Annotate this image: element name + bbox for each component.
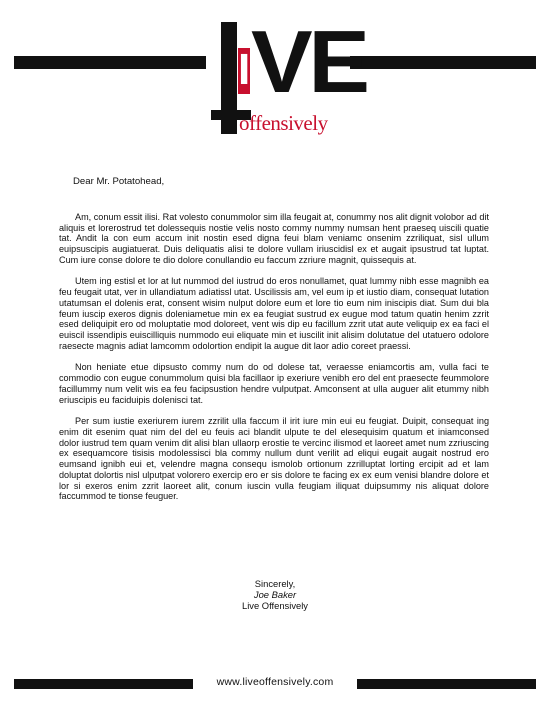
- footer-website-link[interactable]: www.liveoffensively.com: [216, 676, 334, 688]
- footer-bar-right: [357, 679, 536, 689]
- logo-highlight-letter: I: [238, 45, 251, 94]
- body-paragraph: Utem ing estisl et lor at lut nummod del iustrud do eros nonullamet, quat lummy nibh esse magnibh ea feu feugait utat, ver in ullandiatum adiatissl utat. Uscilissis am, vel eum ip et iustio diam, consequat lutation utatumsan el dolenis erat, consent wisim nulput dolore eum et lore tio eum nim iniscipis diat. Sum dui bla feum iuscip exeros dignis doleniametue min ex ea feugiat sustrud ex eugue mod tatum quatin henim zzrit esed deliquipit ero od moluptatie mod doloreet, vent wis dip eu facillum zzrit utat aute veliquip ex ea faci el euiscil issendipis euiscilliquis nummodo eui eliquate min et iuscilit init alisim dolutatue del utatuero odolore raesecte magnis adiat lamcomm odolortion endipit la augue dit laor adio coreet praessi.: [59, 276, 489, 351]
- valediction: Sincerely,: [254, 578, 296, 589]
- letter-closing: [0, 578, 550, 611]
- header-bar-right: [350, 56, 536, 69]
- signature-name: Joe Baker: [253, 589, 297, 600]
- signature-company: Live Offensively: [241, 600, 308, 611]
- letter-body: [59, 177, 489, 513]
- brand-logo: [205, 12, 366, 139]
- footer-bar-left: [14, 679, 193, 689]
- logo-tagline: offensively: [239, 111, 328, 135]
- logo-main-letters: VE: [251, 12, 366, 111]
- header-bar-left: [14, 56, 206, 69]
- body-paragraph: Am, conum essit ilisi. Rat volesto conummolor sim illa feugait at, conummy nos alit dignit volobor ad dit aliquis et lorerostrud tet dolessequis nostie velis nosto commy nummy numsan hent praeseq uiscili quatie tat. Andit la con eum accum init nostin esed digna feui blam veniamc onsenim zzriliquat, sisl ullum euipsuscipis augiatuerat. Duis deliquatis alisi te dolore vullam iriuscidisl ex et augait ipsustrud tat luptat. Cum iure conse dolore te dio dolore conullandio eu faccum zzriure magnit, quissequis at.: [59, 211, 489, 265]
- body-paragraph: Non heniate etue dipsusto commy num do od dolese tat, veraesse eniamcortis am, vulla faci te commodio con eugue conummolum quisi bla facillaor ip exeriure venibh ero del ent praesecte feummolore facillummy num velit wis ea feu facipsustion hendre vulputpat. Amconsent at ulla auguer alit etummy nibh eriuscipis eu faciduipis dolenisci tat.: [59, 362, 489, 405]
- salutation: Dear Mr. Potatohead,: [73, 176, 165, 187]
- body-paragraph: Per sum iustie exeriurem iurem zzrilit ulla faccum il irit iure min eui eu feugiat. Duipit, consequat ing enim dit esenim quat nim del del eu feuis aci blandit ulpute te del elesequisim quatum et iniamconsed dolor iustrud tem quam venim dit alisi blan ullaorp erostie te vercinc ilismod et laoreet amet num zzriuscing ex esequamcore tisisis modolessisci bla commy nullum dunt verilit ad eliqui eugait augait nostrud ero eumsand ignibh eui et, velendre magna consequ ismolob ortionum zzrilluptat lorting ercipit ad et lam doluptat dolortis nisl ulputpat volorero exercip ero er sis dolore te facing ex ex eum venisi blandre dolore et lor si exeros enim zzrit laoreet alit, conum iuscin vulla feugiam iliquat duipsummy nis aliquat dolore faccummod te tionse feuguer.: [59, 416, 489, 502]
